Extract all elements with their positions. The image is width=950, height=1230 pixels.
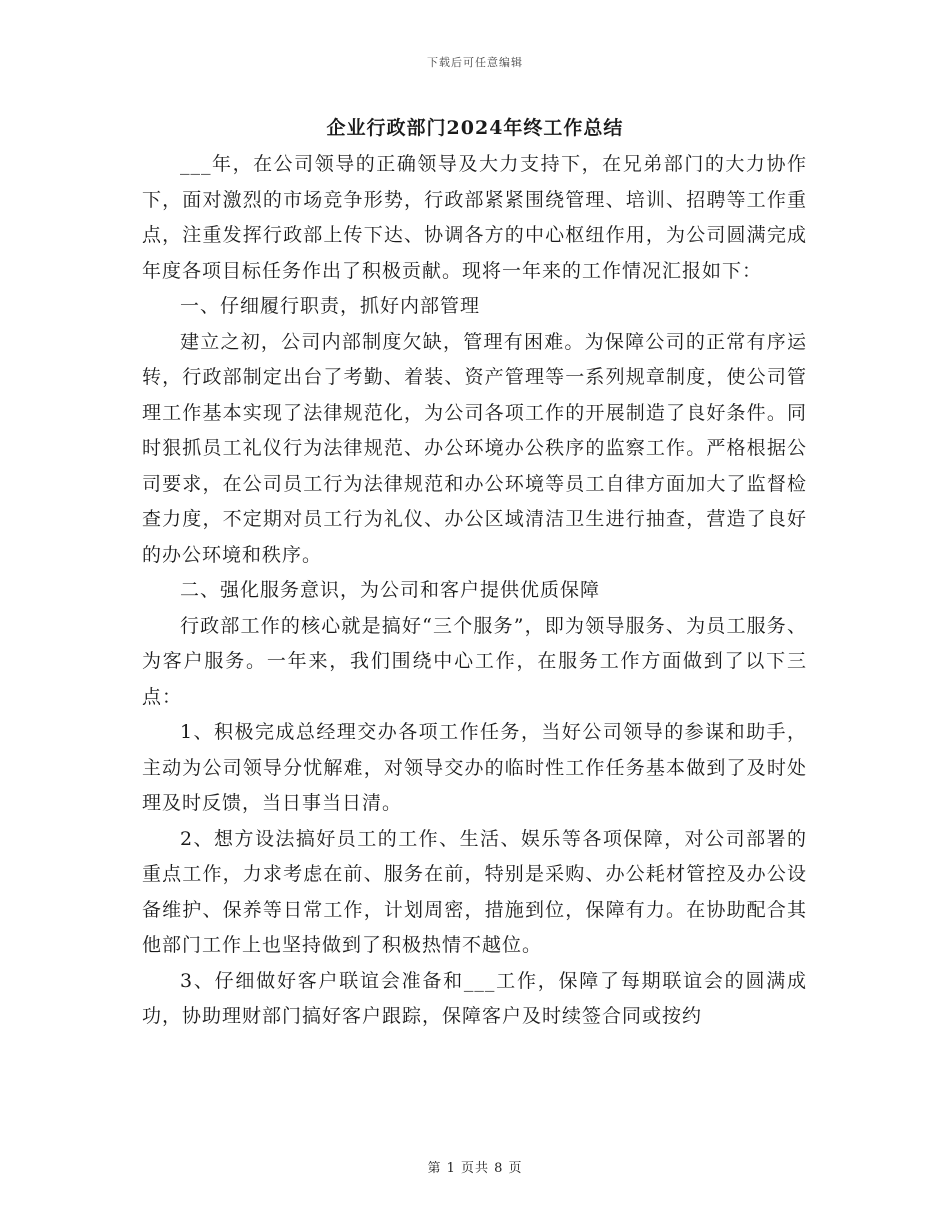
paragraph-internal-management: 建立之初，公司内部制度欠缺，管理有困难。为保障公司的正常有序运转，行政部制定出台了考勤、着装、资产管理等一系列规章制度，使公司管理工作基本实现了法律规范化，为公司各项工作的开展制造了良好条件。同时狠抓员工礼仪行为法律规范、办公环境办公秩序的监察工作。严格根据公司要求，在公司员工行为法律规范和办公环境等员工自律方面加大了监督检查力度，不定期对员工行为礼仪、办公区域清洁卫生进行抽查，营造了良好的办公环境和秩序。	[142, 330, 807, 566]
paragraph-point-2: 2、想方设法搞好员工的工作、生活、娱乐等各项保障，对公司部署的重点工作，力求考虑在前、服务在前，特别是采购、办公耗材管控及办公设备维护、保养等日常工作，计划周密，措施到位，保障有力。在协助配合其他部门工作上也坚持做到了积极热情不越位。	[142, 827, 807, 956]
paragraph-intro: ___年，在公司领导的正确领导及大力支持下，在兄弟部门的大力协作下，面对激烈的市场竞争形势，行政部紧紧围绕管理、培训、招聘等工作重点，注重发挥行政部上传下达、协调各方的中心枢纽作用，为公司圆满完成年度各项目标任务作出了积极贡献。现将一年来的工作情况汇报如下：	[142, 153, 807, 282]
section-heading-2: 二、强化服务意识，为公司和客户提供优质保障	[180, 579, 601, 601]
document-body	[142, 147, 807, 1035]
paragraph-three-services: 行政部工作的核心就是搞好“三个服务”，即为领导服务、为员工服务、为客户服务。一年来，我们围绕中心工作，在服务工作方面做到了以下三点：	[142, 614, 807, 708]
document-title: 企业行政部门2024年终工作总结	[326, 117, 624, 139]
paragraph-point-3: 3、仔细做好客户联谊会准备和___工作，保障了每期联谊会的圆满成功，协助理财部门搞好客户跟踪，保障客户及时续签合同或按约	[142, 969, 807, 1027]
paragraph-point-1: 1、积极完成总经理交办各项工作任务，当好公司领导的参谋和助手，主动为公司领导分忧解难，对领导交办的临时性工作任务基本做到了及时处理及时反馈，当日事当日清。	[142, 721, 807, 814]
section-heading-1: 一、仔细履行职责，抓好内部管理	[180, 295, 481, 317]
page-number: 第 1 页共 8 页	[427, 1161, 523, 1176]
header-note: 下载后可任意编辑	[427, 56, 523, 69]
